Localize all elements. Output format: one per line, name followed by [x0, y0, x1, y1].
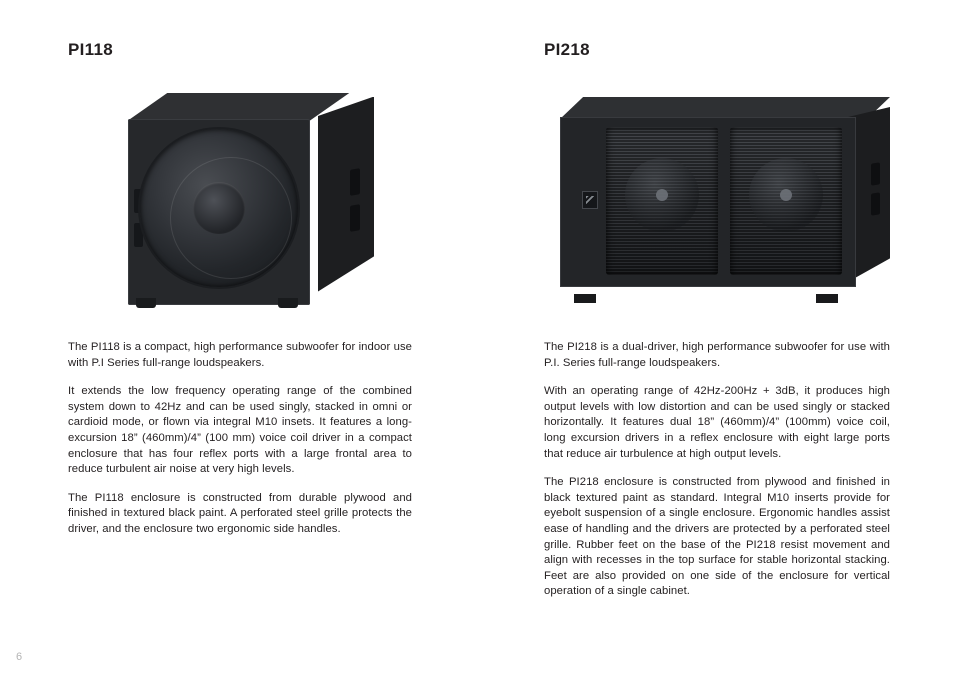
- pi118-driver-grille: [140, 129, 298, 287]
- pi218-cabinet-top: [560, 97, 890, 119]
- pi218-foot-left: [574, 294, 596, 303]
- pi218-side-handle-upper: [871, 162, 880, 185]
- pi218-brand-badge: [582, 191, 598, 209]
- pi218-description: [544, 340, 890, 600]
- pi118-cabinet-side: [318, 97, 374, 292]
- pi118-side-handle-lower: [350, 204, 360, 232]
- pi218-subwoofer-photo: [544, 97, 890, 303]
- pi218-cabinet-front: [560, 117, 856, 287]
- pi218-driver-grille-left: [606, 127, 718, 275]
- column-pi218: [480, 0, 960, 640]
- pi218-dust-cap-right: [780, 189, 792, 201]
- page-number: 6: [16, 651, 23, 663]
- pi218-side-handle-lower: [871, 192, 880, 215]
- page-title-pi118: PI118: [68, 40, 113, 59]
- pi118-side-handle-upper: [350, 168, 360, 196]
- pi118-foot-left: [136, 298, 156, 308]
- column-pi118: [0, 0, 480, 640]
- page-title-pi218: PI218: [544, 40, 590, 59]
- pi118-subwoofer-photo: [106, 93, 374, 308]
- pi218-foot-right: [816, 294, 838, 303]
- pi118-foot-right: [278, 298, 298, 308]
- pi118-paragraph-2: It extends the low frequency operating range of the combined system down to 42Hz and can be used singly, stacked in omni or cardioid mode, or flown via integral M10 insets. It features a long-excursion 18” (460mm)/4” (100 mm) voice coil driver in a compact enclosure that has four reflex ports with a large frontal area to reduce turbulent air noise at very high levels.: [68, 385, 412, 476]
- pi218-dust-cap-left: [656, 189, 668, 201]
- pi118-description: [68, 340, 412, 538]
- pi118-image-container: [68, 66, 412, 334]
- pi218-image-container: [544, 66, 890, 334]
- pi218-paragraph-1: The PI218 is a dual-driver, high performance subwoofer for use with P.I. Series full-range loudspeakers.: [544, 341, 890, 369]
- pi118-cabinet-front: [128, 119, 310, 305]
- pi118-paragraph-3: The PI118 enclosure is constructed from durable plywood and finished in textured black paint. A perforated steel grille protects the driver, and the enclosure two ergonomic side handles.: [68, 491, 412, 535]
- pi218-driver-grille-right: [730, 127, 842, 275]
- pi118-paragraph-1: The PI118 is a compact, high performance subwoofer for indoor use with P.I Series full-range loudspeakers.: [68, 341, 412, 369]
- pi218-paragraph-2: With an operating range of 42Hz-200Hz + 3dB, it produces high output levels with low distortion and can be used singly or stacked horizontally. It features dual 18” (460mm)/4” (100mm) voice coil, long excursion drivers in a reflex enclosure with eight large ports that reduce air turbulence at high output levels.: [544, 385, 890, 460]
- pi118-cone-ring: [170, 157, 292, 279]
- pi218-paragraph-3: The PI218 enclosure is constructed from plywood and finished in black textured paint as standard. Integral M10 inserts provide for eyebolt suspension of a single enclosure. Ergonomic handles assist ease of handling and the drivers are protected by a perforated steel grille. Rubber feet on the base of the PI218 resist movement and align with recesses in the top surface for stable horizontal stacking. Feet are also provided on one side of the enclosure for vertical operation of a single cabinet.: [544, 476, 890, 598]
- pi118-cabinet-top: [128, 93, 350, 121]
